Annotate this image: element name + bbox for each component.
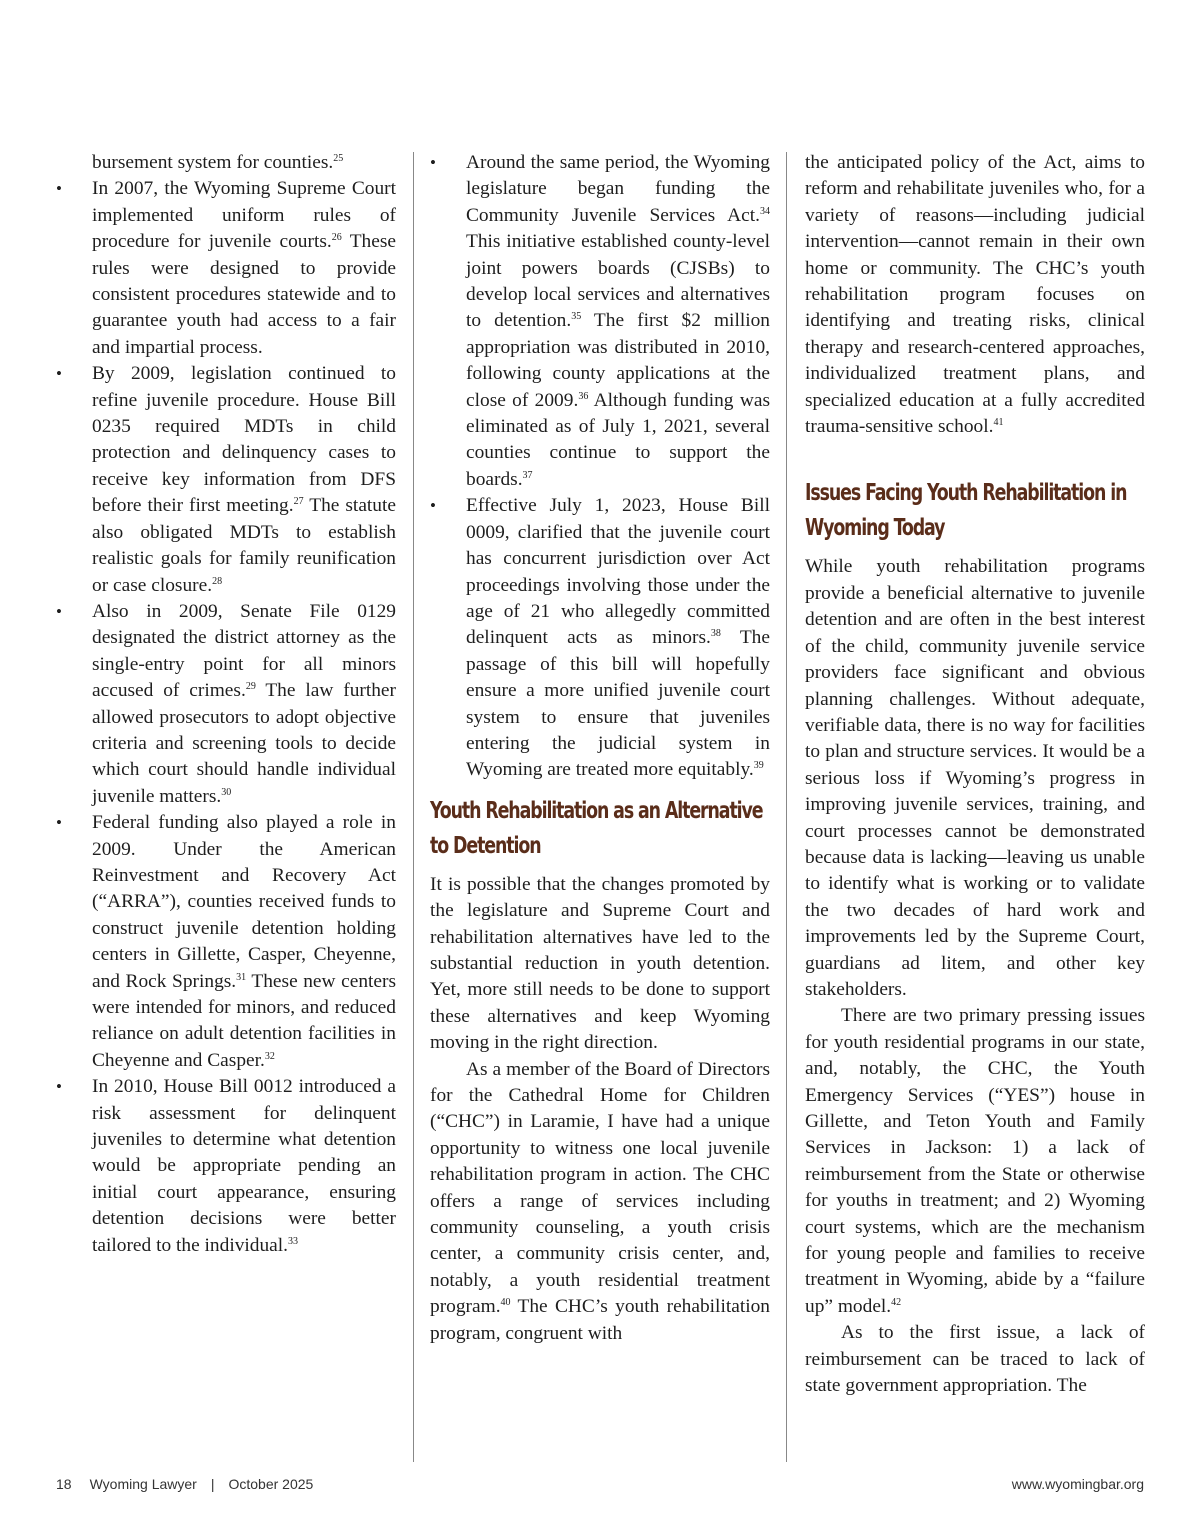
footnote-ref: 41	[993, 417, 1004, 429]
footnote-ref: 42	[891, 1296, 902, 1308]
bullet-item: • Federal funding also played a role in 2009. Under the American Reinvestment and Recovery Act (“ARRA”), counties received funds to construct juvenile detention holding centers in Gillette, Casper, Cheyenne, and Rock Springs.$^{31}$ These new centers were intended for minors, and reduced reliance on adult detention facilities in Cheyenne and Casper.$^{32}$	[56, 810, 396, 1074]
page-number: 18	[56, 1476, 72, 1492]
bullet-item: • Effective July 1, 2023, House Bill 0009, clarified that the juvenile court has concurrent jurisdiction over Act proceedings involving those under the age of 21 who allegedly committed delinquent acts as minors.$^{38}$ The passage of this bill will hopefully ensure a more unified juvenile court system to ensure that juveniles entering the judicial system in Wyoming are treated more equitably.$^{39}$	[430, 493, 770, 783]
bullet-item: • Also in 2009, Senate File 0129 designated the district attorney as the single-entry point for all minors accused of crimes.$^{29}$ The law further allowed prosecutors to adopt objective criteria and screening tools to decide which court should handle individual juvenile matters.$^{30}$	[56, 599, 396, 810]
footnote-ref: 37	[522, 469, 533, 481]
issue-date: October 2025	[228, 1476, 314, 1492]
footnote-ref: 26	[331, 232, 342, 244]
website-link[interactable]: www.wyomingbar.org	[1011, 1476, 1144, 1492]
footnote-ref: 31	[236, 971, 247, 983]
footnote-ref: 28	[212, 575, 223, 587]
footnote-ref: 29	[245, 681, 256, 693]
footnote-ref: 39	[753, 760, 764, 772]
footer-separator: |	[210, 1476, 215, 1492]
body-paragraph: While youth rehabilitation programs provide a beneficial alternative to juvenile detention and are often in the best interest of the child, community juvenile service providers face significant and obvious planning challenges. Without adequate, verifiable data, there is no way for facilities to plan and structure services. It would be a serious loss if Wyoming’s progress in improving juvenile services, training, and court processes cannot be demonstrated because data is lacking—leaving us unable to identify what is working or to validate the two decades of hard work and improvements led by the Supreme Court, guardians ad litem, and other key stakeholders.	[805, 556, 1145, 1000]
column-3	[805, 150, 1145, 1399]
body-paragraph: It is possible that the changes promoted by the legislature and Supreme Court and rehabilitation alternatives have led to the substantial reduction in youth detention. Yet, more still needs to be done to support these alternatives and keep Wyoming moving in the right direction.	[430, 873, 770, 1054]
column-divider	[413, 152, 414, 1462]
bullet-item: • In 2007, the Wyoming Supreme Court implemented uniform rules of procedure for juvenile courts.$^{26}$ These rules were designed to provide consistent procedures statewide and to guarantee youth had access to a fair and impartial process.	[56, 176, 396, 361]
footnote-ref: 30	[221, 786, 232, 798]
body-paragraph: There are two primary pressing issues for youth residential programs in our state, and, notably, the CHC, the Youth Emergency Services (“YES”) house in Gillette, and Teton Youth and Family Services in Jackson: 1) a lack of reimbursement from the State or otherwise for youths in treatment; and 2) Wyoming court systems, which are the mechanism for young people and families to receive treatment in Wyoming, abide by a “failure up” model.$^{42}$	[805, 1005, 1145, 1317]
body-paragraph: the anticipated policy of the Act, aims to reform and rehabilitate juveniles who, for a variety of reasons—including judicial intervention—cannot remain in their own home or community. The CHC’s youth rehabilitation program focuses on identifying and treating risks, clinical therapy and research-centered approaches, individualized treatment plans, and specialized education at a fully accredited trauma-sensitive school.$^{41}$	[805, 152, 1145, 438]
footnote-ref: 38	[710, 628, 721, 640]
column-1	[56, 150, 396, 1259]
body-paragraph: As a member of the Board of Directors for the Cathedral Home for Children (“CHC”) in Laramie, I have had a unique opportunity to witness one local juvenile rehabilitation program in action. The CHC offers a range of services including community counseling, a youth crisis center, a community crisis center, and, notably, a youth residential treatment program.$^{40}$ The CHC’s youth rehabilitation program, congruent with	[430, 1058, 770, 1344]
continued-paragraph: bursement system for counties.$^{25}$	[92, 152, 344, 173]
bullet-item: • In 2010, House Bill 0012 introduced a risk assessment for delinquent juveniles to determine what detention would be appropriate pending an initial court appearance, ensuring detention decisions were better tailored to the individual.$^{33}$	[56, 1074, 396, 1259]
column-divider	[786, 152, 787, 1462]
footnote-ref: 32	[264, 1050, 275, 1062]
publication-name: Wyoming Lawyer	[89, 1476, 197, 1492]
footnote-ref: 35	[571, 311, 582, 323]
body-paragraph: As to the first issue, a lack of reimbursement can be traced to lack of state government appropriation. The	[805, 1322, 1145, 1397]
footnote-ref: 27	[293, 496, 304, 508]
footnote-ref: 25	[333, 153, 344, 164]
bullet-item: • Around the same period, the Wyoming legislature began funding the Community Juvenile Services Act.$^{34}$ This initiative established county-level joint powers boards (CJSBs) to develop local services and alternatives to detention.$^{35}$ The first $2 million appropriation was distributed in 2010, following county applications at the close of 2009.36 Although funding was eliminated as of July 1, 2021, several counties continue to support the boards.$^{37}$	[430, 150, 770, 493]
section-heading: Issues Facing Youth Rehabilitation in Wyoming Today	[805, 480, 1127, 542]
section-heading: Youth Rehabilitation as an Alternative to Detention	[430, 797, 763, 859]
footnote-ref: 33	[288, 1235, 299, 1247]
bullet-item: • By 2009, legislation continued to refine juvenile procedure. House Bill 0235 required MDTs in child protection and delinquency cases to receive key information from DFS before their first meeting.$^{27}$ The statute also obligated MDTs to establish realistic goals for family reunification or case closure.$^{28}$	[56, 361, 396, 599]
page-footer	[56, 1476, 1144, 1492]
footnote-ref: 40	[500, 1297, 511, 1309]
footnote-ref: 36	[578, 390, 589, 402]
column-2	[430, 150, 770, 1347]
footnote-ref: 34	[760, 205, 770, 217]
